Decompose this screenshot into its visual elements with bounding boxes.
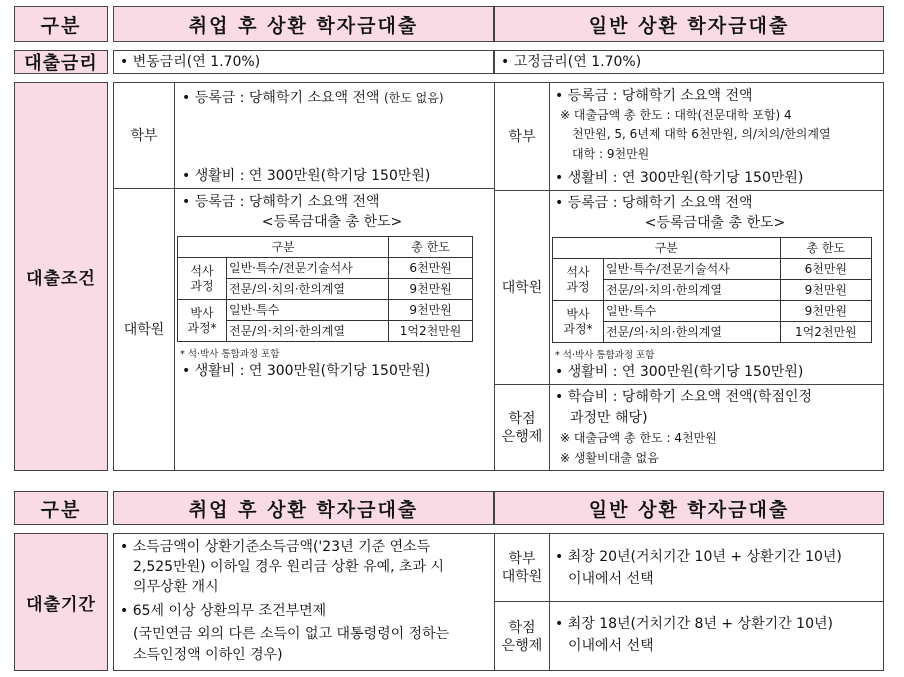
gen-undergrad-note-3: 대학 : 9천만원	[572, 147, 650, 161]
limit-value: 9천만원	[389, 279, 473, 300]
rate-general-cell	[494, 50, 884, 74]
gen-grad-limit-table	[552, 237, 872, 343]
gen-undergrad-note-2: 천만원, 5, 6년제 대학 6천만원, 의/치의/한의계열	[572, 127, 831, 141]
conditions-label: 대출조건	[14, 82, 108, 471]
limit-value: 6천만원	[389, 258, 473, 279]
gen-undergrad-label: 학부	[508, 128, 536, 145]
limit-sub: 전문/의·치의·한의계열	[227, 321, 389, 342]
emp-grad-limit-title: <등록금대출 총 한도>	[261, 214, 403, 230]
period-label: 대출기간	[14, 533, 108, 671]
bottom-header-category: 구분	[14, 491, 108, 525]
emp-grad-label: 대학원	[123, 322, 165, 338]
gen-grad-label: 대학원	[501, 279, 543, 296]
gen-undergrad-living: • 생활비 : 연 300만원(학기당 150만원)	[555, 170, 804, 186]
period-gen-a-line2: 이내에서 선택	[568, 571, 654, 587]
limit-value: 1억2천만원	[780, 322, 871, 343]
gen-grad-limit-title: <등록금대출 총 한도>	[644, 215, 786, 231]
gen-undergrad-tuition: • 등록금 : 당해학기 소요액 전액	[555, 88, 753, 104]
gen-undergrad-note-1: ※ 대출금액 총 한도 : 대학(전문대학 포함) 4	[560, 108, 792, 122]
period-emp-line3: 의무상환 개시	[133, 579, 219, 595]
limit-value: 1억2천만원	[389, 321, 473, 342]
period-gen-b-label	[495, 602, 549, 671]
limit-head-category: 구분	[178, 237, 389, 258]
header-employment-loan: 취업 후 상환 학자금대출	[113, 6, 494, 42]
limit-value: 9천만원	[389, 300, 473, 321]
emp-grad-limit-table	[177, 236, 473, 342]
bottom-header-employment-loan: 취업 후 상환 학자금대출	[113, 491, 494, 525]
gen-credit-bank-line3: ※ 대출금액 총 한도 : 4천만원	[560, 431, 717, 445]
gen-grad-footnote: * 석·박사 통합과정 포함	[555, 350, 655, 361]
period-emp-line4: • 65세 이상 상환의무 조건부면제	[120, 603, 327, 619]
masters-label: 석사 과정	[178, 258, 227, 300]
period-gen-a-label	[495, 534, 549, 601]
emp-undergrad-tuition-note: (한도 없음)	[383, 91, 444, 105]
limit-sub: 일반·특수/전문기술석사	[227, 258, 389, 279]
limit-value: 9천만원	[780, 301, 871, 322]
gen-credit-bank-label-1: 학점	[508, 411, 536, 427]
gen-credit-bank-line1: • 학습비 : 당해학기 소요액 전액(학점인정	[555, 389, 813, 405]
period-gen-b-label-1: 학점	[508, 619, 536, 636]
emp-grad-tuition: • 등록금 : 당해학기 소요액 전액	[182, 194, 380, 210]
emp-grad-footnote: * 석·박사 통합과정 포함	[180, 349, 280, 360]
doctoral-label: 박사 과정*	[553, 301, 604, 343]
period-gen-a-label-2: 대학원	[501, 568, 543, 585]
period-gen-b-line1: • 최장 18년(거치기간 8년 + 상환기간 10년)	[555, 616, 833, 632]
rate-label: 대출금리	[14, 50, 108, 74]
period-gen-b-line2: 이내에서 선택	[568, 638, 654, 654]
period-gen-a-label-1: 학부	[508, 550, 536, 567]
doctoral-label: 박사 과정*	[178, 300, 227, 342]
rate-employment: • 변동금리(연 1.70%)	[120, 54, 261, 70]
limit-value: 6천만원	[780, 259, 871, 280]
gen-credit-bank-label	[495, 385, 549, 471]
gen-credit-bank-line2: 과정만 해당)	[570, 410, 648, 426]
emp-grad-living: • 생활비 : 연 300만원(학기당 150만원)	[182, 363, 431, 379]
header-category: 구분	[14, 6, 108, 42]
rate-employment-cell	[113, 50, 494, 74]
emp-undergrad-living: • 생활비 : 연 300만원(학기당 150만원)	[182, 168, 431, 184]
limit-sub: 일반·특수/전문기술석사	[604, 259, 781, 280]
limit-head-limit: 총 한도	[780, 238, 871, 259]
limit-sub: 일반·특수	[227, 300, 389, 321]
gen-grad-tuition: • 등록금 : 당해학기 소요액 전액	[555, 195, 753, 211]
bottom-header-general-loan: 일반 상환 학자금대출	[494, 491, 884, 525]
emp-undergrad-tuition-text: • 등록금 : 당해학기 소요액 전액	[182, 90, 380, 106]
gen-grad-living: • 생활비 : 연 300만원(학기당 150만원)	[555, 364, 804, 380]
emp-undergrad-tuition	[182, 88, 444, 108]
gen-credit-bank-line4: ※ 생활비대출 없음	[560, 451, 659, 465]
header-general-loan: 일반 상환 학자금대출	[494, 6, 884, 42]
period-emp-line6: 소득인정액 이하인 경우)	[133, 647, 283, 663]
limit-sub: 전문/의·치의·한의계열	[227, 279, 389, 300]
limit-head-category: 구분	[553, 238, 781, 259]
limit-sub: 전문/의·치의·한의계열	[604, 280, 781, 301]
limit-sub: 일반·특수	[604, 301, 781, 322]
emp-undergrad-label: 학부	[130, 127, 158, 144]
period-emp-line1: • 소득금액이 상환기준소득금액('23년 기준 연소득	[120, 539, 431, 555]
rate-general: • 고정금리(연 1.70%)	[501, 54, 642, 70]
period-gen-b-label-2: 은행제	[501, 637, 543, 654]
limit-sub: 전문/의·치의·한의계열	[604, 322, 781, 343]
masters-label: 석사 과정	[553, 259, 604, 301]
period-gen-a-line1: • 최장 20년(거치기간 10년 + 상환기간 10년)	[555, 549, 842, 565]
limit-value: 9천만원	[780, 280, 871, 301]
limit-head-limit: 총 한도	[389, 237, 473, 258]
period-emp-line5: (국민연금 외의 다른 소득이 없고 대통령령이 정하는	[133, 626, 450, 642]
period-emp-line2: 2,525만원) 이하일 경우 원리금 상환 유예, 초과 시	[133, 559, 445, 575]
gen-credit-bank-label-2: 은행제	[501, 429, 543, 445]
